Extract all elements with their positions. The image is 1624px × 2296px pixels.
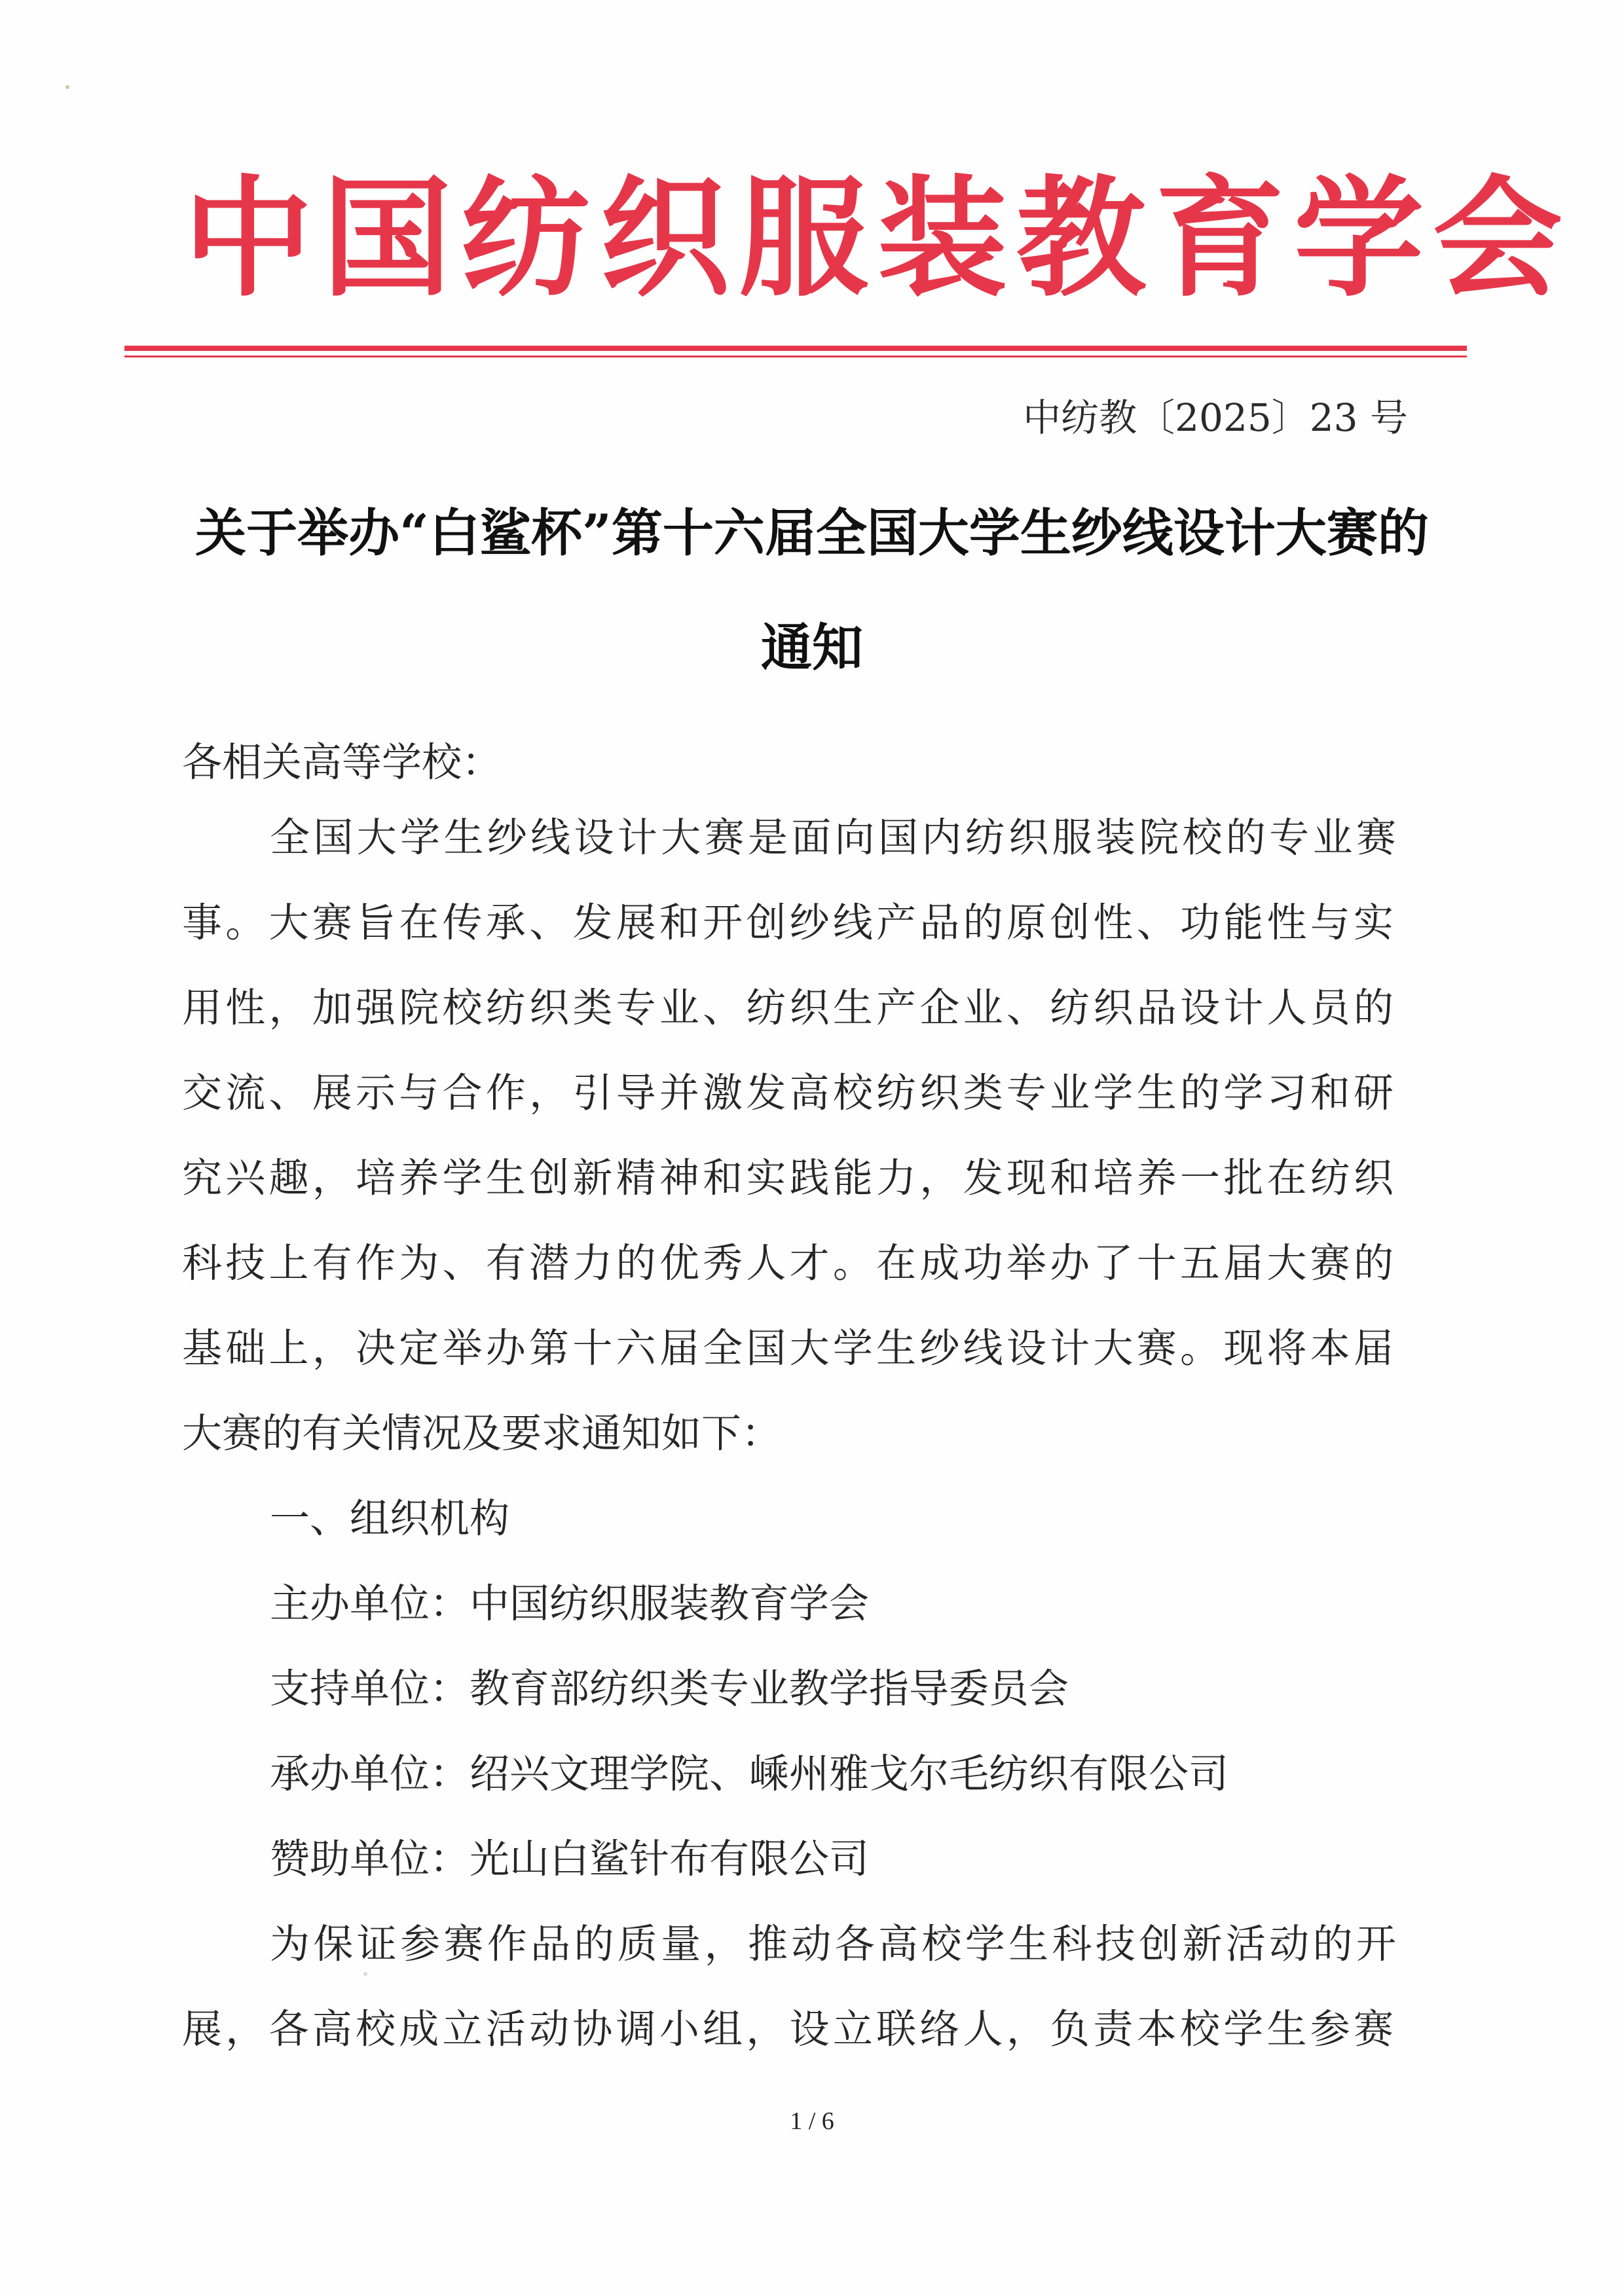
organizer-line: 承办单位：绍兴文理学院、嵊州雅戈尔毛纺织有限公司 xyxy=(270,1751,1229,1797)
document-number: 中纺教〔2025〕23 号 xyxy=(1023,395,1408,440)
paragraph-line: 大赛的有关情况及要求通知如下： xyxy=(182,1410,782,1457)
paragraph-line: 全国大学生纱线设计大赛是面向国内纺织服装院校的专业赛 xyxy=(270,814,1396,861)
paragraph-line: 用性，加强院校纺织类专业、纺织生产企业、纺织品设计人员的 xyxy=(182,985,1393,1031)
scan-speck xyxy=(65,85,69,89)
masthead-rule-thin xyxy=(124,355,1467,357)
organization-masthead: 中国纺织服装教育学会 xyxy=(183,163,1572,314)
paragraph-line: 基础上，决定举办第十六届全国大学生纱线设计大赛。现将本届 xyxy=(182,1325,1393,1372)
organizer-line: 主办单位：中国纺织服装教育学会 xyxy=(270,1580,870,1627)
section-heading: 一、组织机构 xyxy=(270,1495,510,1542)
page-number: 1 / 6 xyxy=(790,2107,834,2135)
organizer-line: 赞助单位：光山白鲨针布有限公司 xyxy=(270,1836,870,1882)
paragraph-line: 交流、展示与合作，引导并激发高校纺织类专业学生的学习和研 xyxy=(182,1070,1393,1116)
paragraph-line: 科技上有作为、有潜力的优秀人才。在成功举办了十五届大赛的 xyxy=(182,1240,1393,1286)
document-title-line-1: 关于举办“白鲨杯”第十六届全国大学生纱线设计大赛的 xyxy=(195,503,1429,563)
organizer-line: 支持单位：教育部纺织类专业教学指导委员会 xyxy=(270,1666,1069,1712)
paragraph-line: 事。大赛旨在传承、发展和开创纱线产品的原创性、功能性与实 xyxy=(182,900,1393,946)
masthead-rule-thick xyxy=(124,346,1467,351)
salutation: 各相关高等学校： xyxy=(182,739,502,786)
document-title-line-2: 通知 xyxy=(760,618,863,678)
paragraph-line: 为保证参赛作品的质量，推动各高校学生科技创新活动的开 xyxy=(270,1921,1396,1967)
paragraph-line: 究兴趣，培养学生创新精神和实践能力，发现和培养一批在纺织 xyxy=(182,1155,1393,1201)
paragraph-line: 展，各高校成立活动协调小组，设立联络人，负责本校学生参赛 xyxy=(182,2006,1393,2052)
scan-speck xyxy=(363,1972,367,1976)
